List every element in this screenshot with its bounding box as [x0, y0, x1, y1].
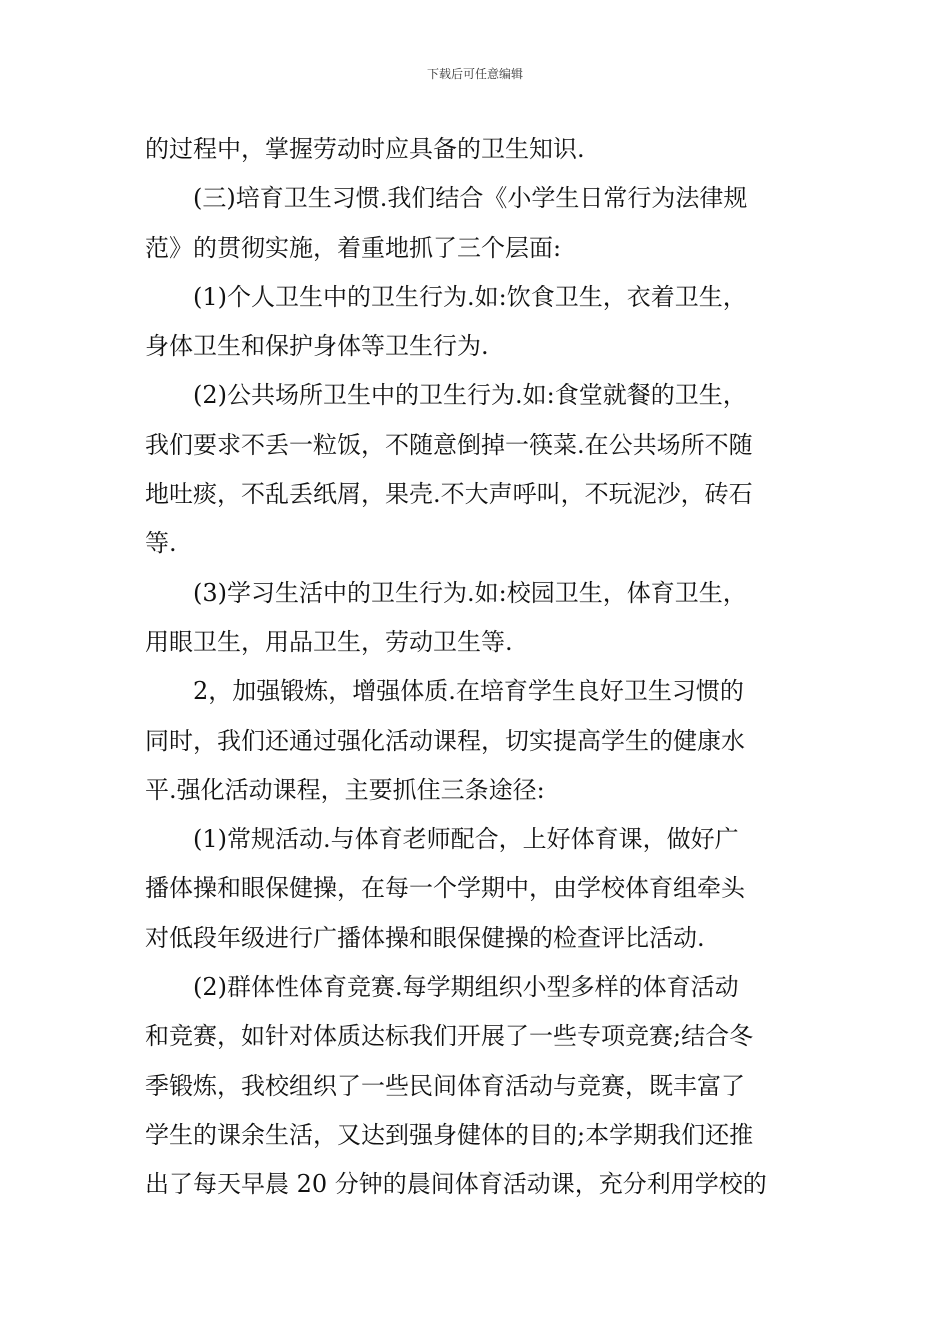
text-line: 范》的贯彻实施，着重地抓了三个层面: [145, 233, 562, 262]
text-line: 我们要求不丢一粒饭，不随意倒掉一筷菜.在公共场所不随 [145, 430, 753, 459]
text-line: (2)公共场所卫生中的卫生行为.如:食堂就餐的卫生， [193, 381, 747, 410]
text-line: 对低段年级进行广播体操和眼保健操的检查评比活动. [145, 923, 705, 952]
text-line: 季锻炼，我校组织了一些民间体育活动与竞赛，既丰富了 [145, 1071, 745, 1100]
text-line: 的过程中，掌握劳动时应具备的卫生知识. [145, 135, 585, 163]
text-line: (1)常规活动.与体育老师配合，上好体育课，做好广 [193, 825, 739, 854]
text-line: 地吐痰，不乱丢纸屑，果壳.不大声呼叫，不玩泥沙，砖石 [145, 480, 753, 509]
text-line: 同时，我们还通过强化活动课程，切实提高学生的健康水 [145, 726, 745, 755]
text-line: 播体操和眼保健操，在每一个学期中，由学校体育组牵头 [145, 874, 745, 903]
text-line: 平.强化活动课程，主要抓住三条途径: [145, 775, 545, 804]
text-line: (2)群体性体育竞赛.每学期组织小型多样的体育活动 [193, 973, 739, 1002]
text-line: (1)个人卫生中的卫生行为.如:饮食卫生，衣着卫生， [193, 282, 747, 311]
text-line: 和竞赛，如针对体质达标我们开展了一些专项竞赛;结合冬 [145, 1022, 754, 1051]
text-line: 等. [145, 529, 177, 558]
text-line: 出了每天早晨 20 分钟的晨间体育活动课，充分利用学校的 [145, 1170, 767, 1199]
text-line: (3)学习生活中的卫生行为.如:校园卫生，体育卫生， [193, 578, 747, 607]
text-line: 2，加强锻炼，增强体质.在培育学生良好卫生习惯的 [193, 677, 744, 706]
text-line: 学生的课余生活，又达到强身健体的目的;本学期我们还推 [145, 1120, 754, 1149]
text-line: 身体卫生和保护身体等卫生行为. [145, 332, 489, 361]
page-header: 下载后可任意编辑 [426, 67, 523, 81]
text-line: 用眼卫生，用品卫生，劳动卫生等. [145, 627, 513, 656]
document-body [145, 125, 810, 1210]
text-line: (三)培育卫生习惯.我们结合《小学生日常行为法律规 [193, 184, 748, 213]
